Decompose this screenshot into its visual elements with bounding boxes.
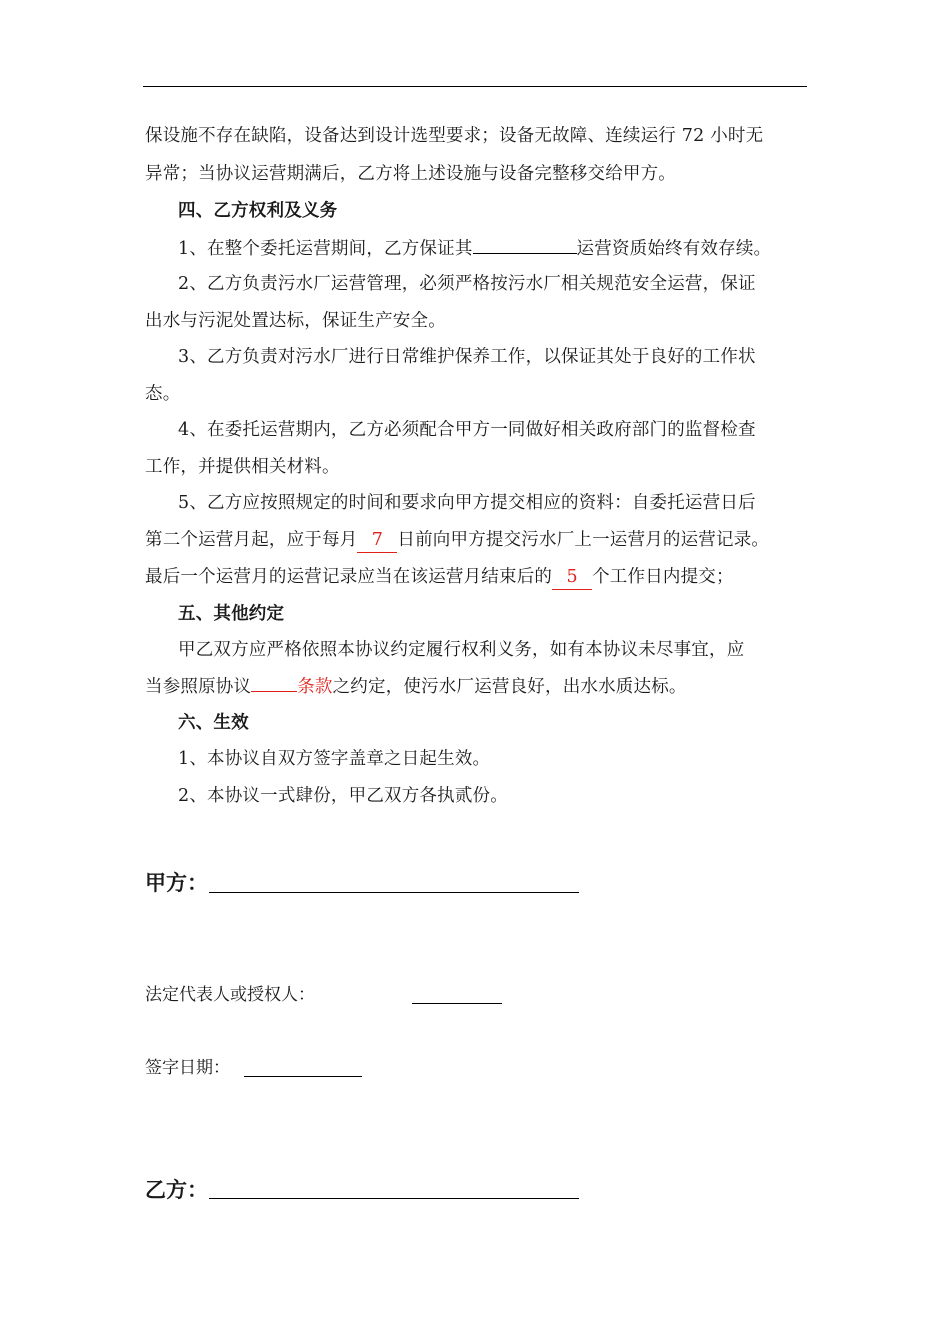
qualification-blank [473, 235, 577, 254]
clause-4-1 [178, 235, 771, 261]
sign-date-line [244, 1076, 362, 1077]
section-4-title: 四、乙方权利及义务 [178, 201, 338, 221]
clause-line: 异常；当协议运营期满后，乙方将上述设施与设备完整移交给甲方。 [145, 164, 676, 184]
sign-date-label: 签字日期： [145, 1058, 230, 1078]
section-6-title: 六、生效 [178, 713, 249, 733]
clause-blank [251, 691, 297, 692]
party-a-line [209, 892, 579, 893]
clause-line: 态。 [145, 384, 181, 404]
clause-4-5: 5、乙方应按照规定的时间和要求向甲方提交相应的资料：自委托运营日后 [178, 493, 756, 513]
party-b-label: 乙方： [145, 1178, 208, 1202]
clause-line [145, 565, 734, 590]
workday-value: 5 [552, 565, 592, 590]
party-a-label: 甲方： [145, 871, 208, 895]
clause-text: 当参照原协议 [145, 677, 252, 697]
clause-4-2: 2、乙方负责污水厂运营管理，必须严格按污水厂相关规范安全运营，保证 [178, 274, 756, 294]
representative-line [412, 1003, 502, 1004]
clause-5: 甲乙双方应严格依照本协议约定履行权利义务，如有本协议未尽事宜，应 [178, 640, 745, 660]
representative-label: 法定代表人或授权人： [145, 985, 315, 1005]
section-5-title: 五、其他约定 [178, 604, 285, 624]
header-rule [143, 86, 807, 87]
clause-line: 保设施不存在缺陷，设备达到设计选型要求；设备无故障、连续运行 72 小时无 [145, 126, 764, 146]
clause-line [145, 675, 687, 699]
clause-text: 第二个运营月起，应于每月 [145, 530, 358, 550]
clause-line [145, 528, 769, 553]
clause-4-4: 4、在委托运营期内，乙方必须配合甲方一同做好相关政府部门的监督检查 [178, 420, 756, 440]
clause-line: 工作，并提供相关材料。 [145, 457, 340, 477]
clause-text: 运营资质始终有效存续。 [576, 239, 772, 259]
clause-6-1: 1、本协议自双方签字盖章之日起生效。 [178, 749, 491, 769]
clause-text: 个工作日内提交； [592, 567, 734, 587]
party-b-line [209, 1198, 579, 1199]
day-value: 7 [357, 528, 397, 553]
clause-line: 出水与污泥处置达标，保证生产安全。 [145, 311, 446, 331]
clause-text: 日前向甲方提交污水厂上一运营月的运营记录。 [397, 530, 770, 550]
clause-4-3: 3、乙方负责对污水厂进行日常维护保养工作，以保证其处于良好的工作状 [178, 347, 756, 367]
clause-text: 1、在整个委托运营期间，乙方保证其 [178, 239, 473, 259]
clause-ref: 条款 [297, 677, 333, 697]
clause-text: 之约定，使污水厂运营良好，出水水质达标。 [332, 677, 687, 697]
clause-text: 最后一个运营月的运营记录应当在该运营月结束后的 [145, 567, 553, 587]
clause-6-2: 2、本协议一式肆份，甲乙双方各执贰份。 [178, 786, 508, 806]
